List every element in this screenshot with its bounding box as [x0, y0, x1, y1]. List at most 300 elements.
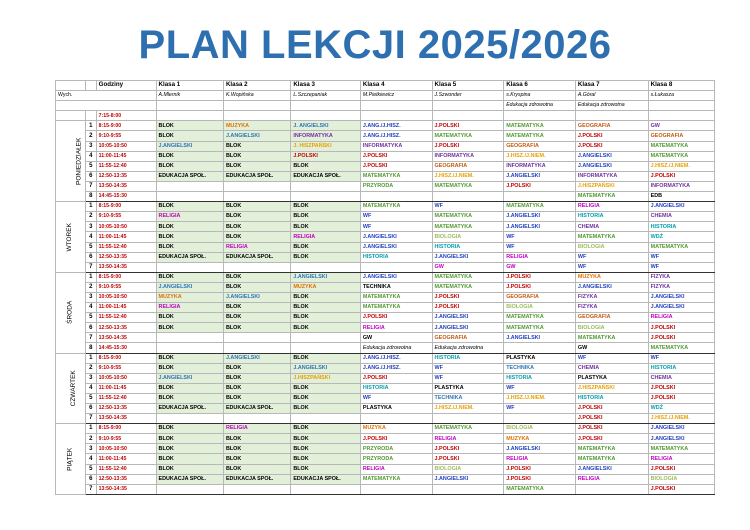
lesson-cell: MATEMATYKA — [432, 131, 504, 141]
lesson-cell: BLOK — [291, 464, 361, 474]
lesson-row — [56, 454, 715, 464]
lesson-cell: BLOK — [291, 252, 361, 262]
lesson-cell: J.ANG./J.HISZ. — [360, 131, 432, 141]
note-cell — [156, 101, 223, 111]
lesson-number: 1 — [85, 272, 96, 282]
lesson-number: 6 — [85, 404, 96, 414]
num-cell — [85, 111, 96, 121]
lesson-cell: J.ANGIELSKI — [432, 313, 504, 323]
lesson-cell: MATEMATYKA — [504, 202, 576, 212]
lesson-cell: J.HISZ./J.NIEM. — [648, 414, 714, 424]
lesson-cell: BLOK — [291, 292, 361, 302]
lesson-cell: MATEMATYKA — [360, 474, 432, 484]
lesson-row — [56, 414, 715, 424]
lesson-row — [56, 343, 715, 353]
lesson-number: 4 — [85, 454, 96, 464]
class-header: Klasa 1 — [156, 81, 223, 91]
lesson-cell: J.HISZPAŃSKI — [575, 181, 648, 191]
lesson-cell: EDUKACJA SPOŁ. — [156, 252, 223, 262]
lesson-row — [56, 272, 715, 282]
lesson-cell: MATEMATYKA — [432, 272, 504, 282]
lesson-cell — [504, 414, 576, 424]
lesson-row — [56, 181, 715, 191]
lesson-time: 10:05-10:50 — [96, 373, 156, 383]
lesson-time: 13:50-14:35 — [96, 414, 156, 424]
lesson-cell: BLOK — [223, 222, 290, 232]
lesson-cell: J.POLSKI — [575, 424, 648, 434]
lesson-cell: GEOGRAFIA — [504, 292, 576, 302]
lesson-cell: BLOK — [223, 232, 290, 242]
lesson-cell: BLOK — [156, 272, 223, 282]
lesson-cell: J.ANGIELSKI — [156, 373, 223, 383]
lesson-cell: HISTORIA — [504, 373, 576, 383]
lesson-cell: BLOK — [291, 454, 361, 464]
lesson-time: 13:50-14:35 — [96, 262, 156, 272]
lesson-cell: RELIGIA — [432, 434, 504, 444]
class-teacher: A.Mlernik — [156, 91, 223, 101]
lesson-cell: J.POLSKI — [432, 454, 504, 464]
lesson-cell: MATEMATYKA — [648, 242, 714, 252]
lesson-cell — [223, 181, 290, 191]
lesson-cell: PLASTYKA — [432, 383, 504, 393]
lesson-cell: HISTORIA — [648, 363, 714, 373]
lesson-cell — [291, 333, 361, 343]
lesson-cell: BLOK — [223, 464, 290, 474]
lesson-cell: MATEMATYKA — [360, 292, 432, 302]
lesson-number: 7 — [85, 484, 96, 494]
lesson-cell: J.POLSKI — [432, 121, 504, 131]
lesson-cell: BLOK — [291, 434, 361, 444]
note-cell — [291, 101, 361, 111]
lesson-cell: FIZYKA — [575, 303, 648, 313]
lesson-cell: HISTORIA — [360, 383, 432, 393]
lesson-time: 10:05-10:50 — [96, 444, 156, 454]
lesson-cell: J.HISZ./J.NIEM. — [432, 171, 504, 181]
page-title: PLAN LEKCJI 2025/2026 — [138, 23, 612, 67]
lesson-cell — [291, 262, 361, 272]
lesson-cell: HISTORIA — [575, 393, 648, 403]
class-header: Klasa 5 — [432, 81, 504, 91]
lesson-cell: HISTORIA — [360, 252, 432, 262]
lesson-cell — [360, 111, 432, 121]
lesson-row — [56, 464, 715, 474]
lesson-cell — [223, 484, 290, 494]
lesson-cell — [360, 484, 432, 494]
lesson-cell: J.ANGIELSKI — [223, 353, 290, 363]
note-cell — [432, 101, 504, 111]
lesson-cell: BLOK — [156, 202, 223, 212]
lesson-row — [56, 424, 715, 434]
lesson-cell: J.HISZ./J.NIEM. — [504, 151, 576, 161]
lesson-number: 3 — [85, 222, 96, 232]
lesson-cell: WF — [648, 353, 714, 363]
lesson-time: 12:50-13:35 — [96, 404, 156, 414]
lesson-cell: BIOLOGIA — [432, 232, 504, 242]
lesson-row — [56, 262, 715, 272]
lesson-cell: MATEMATYKA — [575, 444, 648, 454]
lesson-time: 10:05-10:50 — [96, 222, 156, 232]
lesson-cell — [575, 484, 648, 494]
lesson-cell: BLOK — [223, 434, 290, 444]
lesson-row — [56, 202, 715, 212]
lesson-cell: HISTORIA — [648, 222, 714, 232]
lesson-cell: MATEMATYKA — [432, 282, 504, 292]
lesson-cell — [504, 111, 576, 121]
lesson-cell: FIZYKA — [648, 282, 714, 292]
lesson-cell — [156, 333, 223, 343]
lesson-number: 7 — [85, 414, 96, 424]
lesson-cell: BLOK — [223, 383, 290, 393]
lesson-number: 1 — [85, 202, 96, 212]
lesson-cell: J.HISZ./J.NIEM. — [432, 404, 504, 414]
lesson-row — [56, 484, 715, 494]
day-spacer — [56, 111, 86, 121]
lesson-cell: TECHNIKA — [504, 363, 576, 373]
lesson-time: 11:55-12:40 — [96, 464, 156, 474]
lesson-row — [56, 353, 715, 363]
lesson-cell: J.ANGIELSKI — [156, 282, 223, 292]
lesson-cell: GW — [360, 333, 432, 343]
lesson-cell: J.POLSKI — [504, 282, 576, 292]
lesson-number: 1 — [85, 121, 96, 131]
lesson-cell: BLOK — [156, 151, 223, 161]
lesson-cell: J.ANGIELSKI — [648, 202, 714, 212]
lesson-row — [56, 393, 715, 403]
lesson-cell: BLOK — [156, 434, 223, 444]
lesson-time: 9:10-9:55 — [96, 434, 156, 444]
lesson-cell: MATEMATYKA — [432, 424, 504, 434]
lesson-cell — [223, 262, 290, 272]
lesson-cell: J.POLSKI — [504, 181, 576, 191]
header-row — [56, 81, 715, 91]
lesson-cell: WF — [575, 262, 648, 272]
lesson-cell: WDŻ — [648, 404, 714, 414]
lesson-cell: BLOK — [223, 454, 290, 464]
lesson-number: 6 — [85, 252, 96, 262]
lesson-cell: J.POLSKI — [575, 414, 648, 424]
lesson-cell: MATEMATYKA — [504, 484, 576, 494]
lesson-cell — [156, 111, 223, 121]
lesson-cell: BLOK — [156, 444, 223, 454]
lesson-cell: J.ANGIELSKI — [648, 434, 714, 444]
lesson-row — [56, 121, 715, 131]
lesson-cell — [156, 343, 223, 353]
lesson-cell: WF — [575, 353, 648, 363]
lesson-cell: INFORMATYKA — [360, 141, 432, 151]
lesson-cell: WF — [648, 262, 714, 272]
lesson-cell: J.ANGIELSKI — [648, 303, 714, 313]
lesson-cell: TECHNIKA — [432, 393, 504, 403]
lesson-cell — [291, 343, 361, 353]
lesson-cell: BLOK — [156, 242, 223, 252]
lesson-cell: BLOK — [156, 383, 223, 393]
lesson-cell: RELIGIA — [575, 202, 648, 212]
lesson-cell: RELIGIA — [504, 252, 576, 262]
lesson-cell: CHEMIA — [648, 373, 714, 383]
lesson-cell: BLOK — [223, 313, 290, 323]
lesson-cell: MUZYKA — [504, 434, 576, 444]
lesson-cell: BIOLOGIA — [648, 474, 714, 484]
lesson-cell: BLOK — [156, 353, 223, 363]
lesson-cell — [223, 192, 290, 202]
lesson-cell: J.ANGIELSKI — [360, 242, 432, 252]
lesson-cell: CHEMIA — [575, 222, 648, 232]
lesson-cell: INFORMATYKA — [432, 151, 504, 161]
lesson-row — [56, 303, 715, 313]
lesson-cell: MATEMATYKA — [504, 121, 576, 131]
lesson-cell: BLOK — [223, 282, 290, 292]
lesson-cell: BLOK — [223, 272, 290, 282]
lesson-cell: EDUKACJA SPOŁ. — [291, 171, 361, 181]
lesson-cell: EDUKACJA SPOŁ. — [156, 171, 223, 181]
lesson-cell: J.POLSKI — [360, 373, 432, 383]
lesson-cell: HISTORIA — [432, 242, 504, 252]
lesson-time: 12:50-13:35 — [96, 323, 156, 333]
lesson-cell: BLOK — [156, 363, 223, 373]
lesson-cell: J.ANG./J.HISZ. — [360, 363, 432, 373]
lesson-cell — [291, 181, 361, 191]
lesson-cell: J.ANGIELSKI — [504, 222, 576, 232]
class-teacher: L.Szczepaniak — [291, 91, 361, 101]
lesson-number: 7 — [85, 181, 96, 191]
lesson-cell: EDUKACJA SPOŁ. — [156, 404, 223, 414]
lesson-time: 8:15-9:00 — [96, 121, 156, 131]
lesson-number: 6 — [85, 171, 96, 181]
lesson-cell: MATEMATYKA — [432, 212, 504, 222]
lesson-cell: EDUKACJA SPOŁ. — [223, 171, 290, 181]
timetable — [55, 80, 715, 495]
lesson-cell: BLOK — [291, 353, 361, 363]
lesson-cell: J.POLSKI — [291, 151, 361, 161]
lesson-cell: PRZYRODA — [360, 444, 432, 454]
lesson-cell: BLOK — [156, 424, 223, 434]
lesson-cell: J.POLSKI — [648, 323, 714, 333]
hours-header: Godziny — [96, 81, 156, 91]
lesson-cell: BLOK — [291, 404, 361, 414]
lesson-cell: BLOK — [291, 424, 361, 434]
class-teacher: s.Kryspina — [504, 91, 576, 101]
lesson-cell: J.ANGIELSKI — [360, 232, 432, 242]
day-name: PONIEDZIAŁEK — [75, 137, 83, 185]
lesson-row — [56, 131, 715, 141]
lesson-cell: EDUKACJA SPOŁ. — [223, 474, 290, 484]
lesson-cell: J.POLSKI — [432, 141, 504, 151]
lesson-cell: PRZYRODA — [360, 454, 432, 464]
lesson-cell: PRZYRODA — [360, 181, 432, 191]
note-cell: Edukacja zdrowotna — [575, 101, 648, 111]
lesson-cell — [432, 111, 504, 121]
day-name: CZWARTEK — [69, 370, 77, 407]
lesson-time: 11:55-12:40 — [96, 313, 156, 323]
lesson-number: 5 — [85, 464, 96, 474]
lesson-cell: BLOK — [291, 393, 361, 403]
lesson-cell: BLOK — [223, 323, 290, 333]
lesson-time: 7:15-8:00 — [96, 111, 156, 121]
lesson-cell: RELIGIA — [156, 303, 223, 313]
lesson-number: 5 — [85, 393, 96, 403]
lesson-cell: WF — [504, 383, 576, 393]
lesson-cell: J.ANGIELSKI — [648, 424, 714, 434]
lesson-cell: J.POLSKI — [648, 333, 714, 343]
lesson-cell — [648, 111, 714, 121]
lesson-cell: J.POLSKI — [432, 292, 504, 302]
lesson-cell: J.ANGIELSKI — [575, 151, 648, 161]
lesson-row — [56, 232, 715, 242]
lesson-time: 9:10-9:55 — [96, 131, 156, 141]
lesson-cell: J.ANGIELSKI — [432, 474, 504, 484]
note-cell — [223, 101, 290, 111]
lesson-cell: J.ANGIELSKI — [291, 272, 361, 282]
lesson-cell — [223, 343, 290, 353]
lesson-row — [56, 404, 715, 414]
lesson-cell: J.POLSKI — [504, 464, 576, 474]
lesson-time: 13:50-14:35 — [96, 181, 156, 191]
lesson-time: 11:00-11:45 — [96, 383, 156, 393]
lesson-row — [56, 434, 715, 444]
lesson-cell: RELIGIA — [648, 313, 714, 323]
lesson-row — [56, 292, 715, 302]
lesson-cell — [223, 414, 290, 424]
lesson-cell — [432, 484, 504, 494]
lesson-number: 2 — [85, 434, 96, 444]
lesson-cell: WF — [360, 222, 432, 232]
lesson-cell: J.POLSKI — [648, 383, 714, 393]
day-name: WTOREK — [66, 222, 74, 252]
lesson-cell — [291, 192, 361, 202]
lesson-cell: HISTORIA — [432, 353, 504, 363]
lesson-number: 5 — [85, 161, 96, 171]
lesson-cell: J.POLSKI — [360, 161, 432, 171]
lesson-cell: BLOK — [156, 323, 223, 333]
zero-lesson-row — [56, 111, 715, 121]
lesson-cell: BLOK — [156, 222, 223, 232]
lesson-time: 9:10-9:55 — [96, 212, 156, 222]
lesson-cell: J.ANGIELSKI — [575, 282, 648, 292]
corner-cell — [85, 81, 96, 91]
lesson-cell: J.ANGIELSKI — [223, 292, 290, 302]
class-teacher: M.Pietkiewicz — [360, 91, 432, 101]
lesson-cell — [504, 192, 576, 202]
teachers-row — [56, 91, 715, 101]
lesson-time: 12:50-13:35 — [96, 171, 156, 181]
lesson-cell: WDŻ — [648, 232, 714, 242]
lesson-cell: MATEMATYKA — [575, 192, 648, 202]
lesson-cell — [223, 333, 290, 343]
lesson-cell: EDUKACJA SPOŁ. — [223, 252, 290, 262]
lesson-cell — [156, 192, 223, 202]
lesson-time: 11:00-11:45 — [96, 151, 156, 161]
lesson-cell: HISTORIA — [575, 212, 648, 222]
lesson-row — [56, 333, 715, 343]
lesson-row — [56, 151, 715, 161]
lesson-time: 11:55-12:40 — [96, 393, 156, 403]
day-label — [56, 353, 86, 424]
lesson-number: 8 — [85, 343, 96, 353]
lesson-cell: BLOK — [156, 161, 223, 171]
lesson-cell: RELIGIA — [360, 464, 432, 474]
lesson-cell: WF — [432, 363, 504, 373]
lesson-time: 11:55-12:40 — [96, 242, 156, 252]
lesson-cell: MATEMATYKA — [360, 202, 432, 212]
lesson-cell: GEOGRAFIA — [432, 333, 504, 343]
lesson-cell: RELIGIA — [360, 323, 432, 333]
lesson-cell: J.HISZ./J.NIEM. — [648, 161, 714, 171]
lesson-time: 14:45-15:30 — [96, 192, 156, 202]
lesson-cell: MATEMATYKA — [504, 313, 576, 323]
lesson-cell: J.POLSKI — [432, 444, 504, 454]
lesson-cell: BLOK — [291, 303, 361, 313]
lesson-cell — [360, 262, 432, 272]
lesson-number: 6 — [85, 474, 96, 484]
lesson-row — [56, 252, 715, 262]
lesson-cell: PLASTYKA — [575, 373, 648, 383]
lesson-cell: WF — [360, 393, 432, 403]
lesson-cell: MATEMATYKA — [360, 303, 432, 313]
lesson-row — [56, 383, 715, 393]
lesson-cell: INFORMATYKA — [504, 161, 576, 171]
lesson-cell: BLOK — [291, 313, 361, 323]
lesson-number: 5 — [85, 242, 96, 252]
lesson-row — [56, 161, 715, 171]
class-header: Klasa 8 — [648, 81, 714, 91]
lesson-cell: MATEMATYKA — [504, 323, 576, 333]
lesson-cell: MUZYKA — [156, 292, 223, 302]
lesson-cell: J.POLSKI — [648, 464, 714, 474]
lesson-cell: MUZYKA — [291, 282, 361, 292]
day-label — [56, 202, 86, 273]
lesson-cell: RELIGIA — [223, 242, 290, 252]
lesson-time: 9:10-9:55 — [96, 363, 156, 373]
empty-cell — [56, 101, 157, 111]
class-header: Klasa 2 — [223, 81, 290, 91]
day-label — [56, 272, 86, 353]
lesson-number: 6 — [85, 323, 96, 333]
lesson-row — [56, 323, 715, 333]
lesson-number: 1 — [85, 424, 96, 434]
lesson-cell: BLOK — [156, 121, 223, 131]
lesson-cell: MATEMATYKA — [648, 343, 714, 353]
lesson-number: 4 — [85, 232, 96, 242]
lesson-cell: J.POLSKI — [648, 393, 714, 403]
lesson-cell: BIOLOGIA — [432, 464, 504, 474]
note-row — [56, 101, 715, 111]
lesson-time: 11:00-11:45 — [96, 303, 156, 313]
lesson-cell: MATEMATYKA — [648, 141, 714, 151]
lesson-number: 5 — [85, 313, 96, 323]
lesson-cell: BLOK — [223, 141, 290, 151]
lesson-cell: J.ANGIELSKI — [291, 363, 361, 373]
lesson-cell: WF — [504, 242, 576, 252]
corner-cell — [56, 81, 86, 91]
lesson-number: 2 — [85, 363, 96, 373]
lesson-cell: PLASTYKA — [504, 353, 576, 363]
lesson-cell — [360, 414, 432, 424]
lesson-cell: J.ANGIELSKI — [648, 292, 714, 302]
lesson-cell: J.ANGIELSKI — [504, 171, 576, 181]
lesson-cell: MATEMATYKA — [360, 171, 432, 181]
lesson-cell: RELIGIA — [575, 474, 648, 484]
lesson-cell: J.HISZPAŃSKI — [575, 383, 648, 393]
lesson-cell: GEOGRAFIA — [504, 141, 576, 151]
lesson-number: 4 — [85, 303, 96, 313]
lesson-cell: BLOK — [291, 383, 361, 393]
lesson-cell: BLOK — [156, 313, 223, 323]
lesson-number: 7 — [85, 333, 96, 343]
lesson-time: 10:05-10:50 — [96, 141, 156, 151]
lesson-cell: J.POLSKI — [360, 434, 432, 444]
lesson-cell: GEOGRAFIA — [432, 161, 504, 171]
lesson-cell: J.POLSKI — [575, 434, 648, 444]
